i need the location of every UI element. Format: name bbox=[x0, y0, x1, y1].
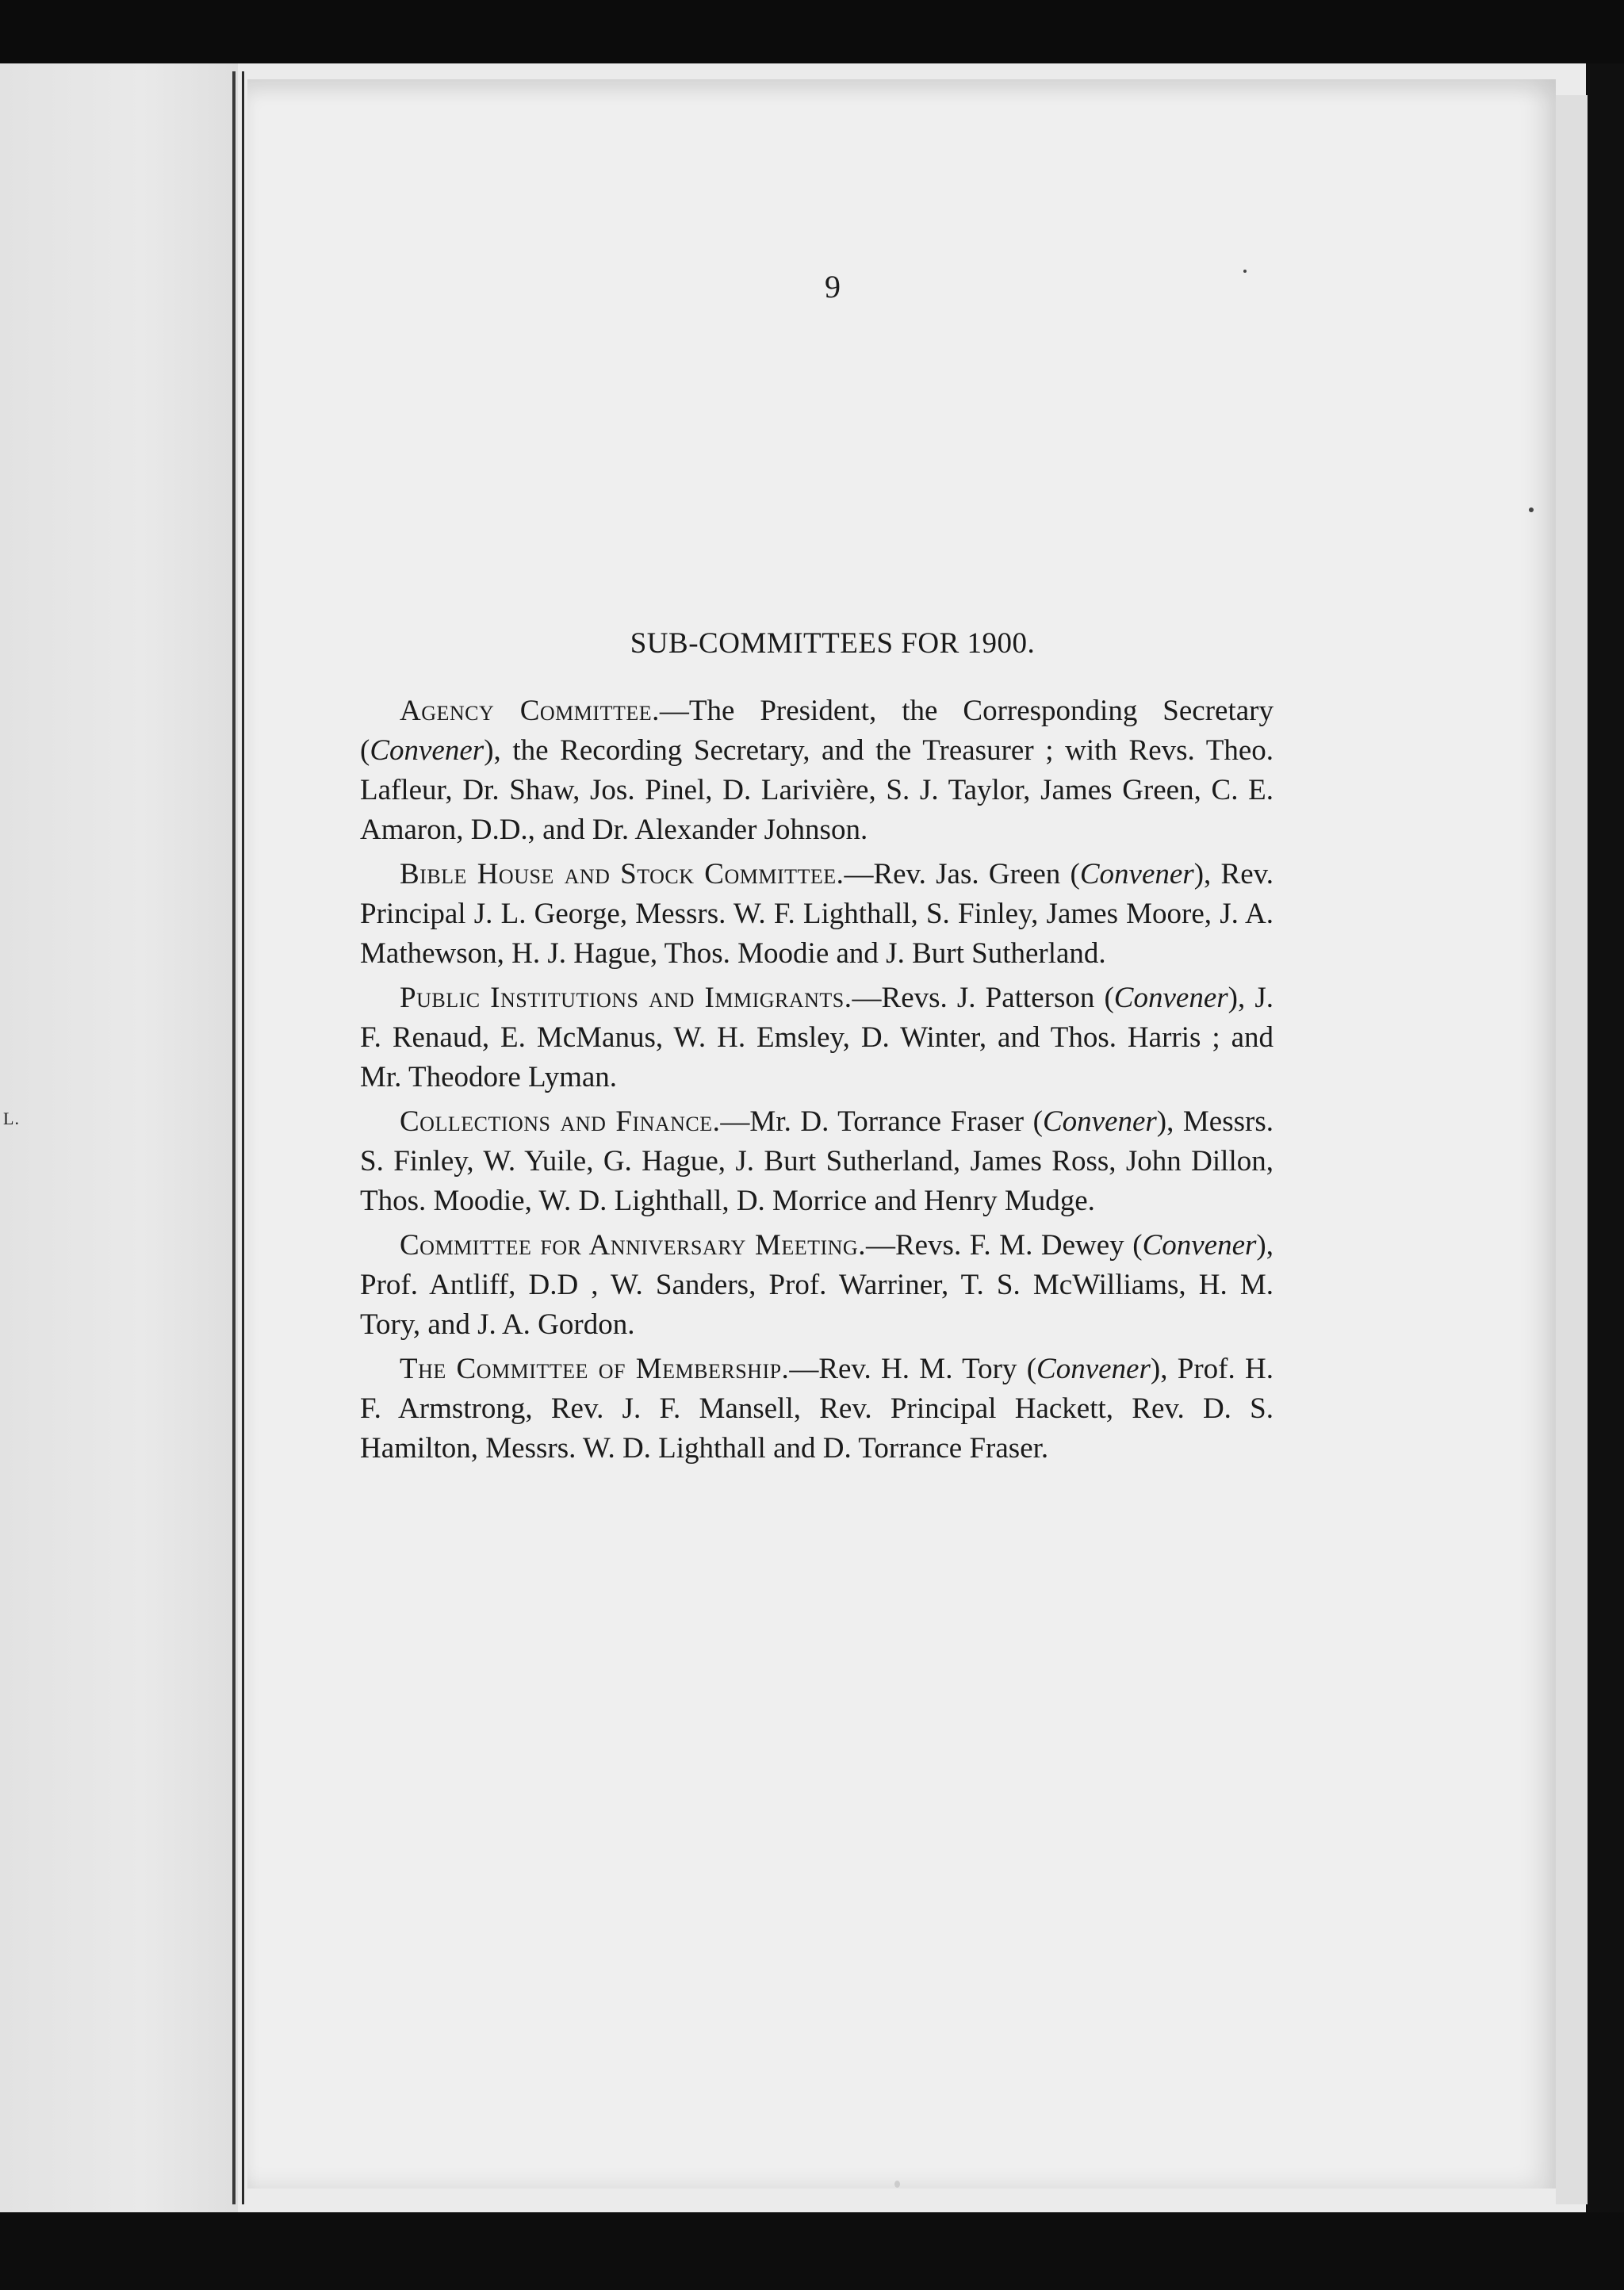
convener-label: Convener bbox=[1142, 1229, 1257, 1262]
scan-speck bbox=[1529, 507, 1534, 512]
convener-label: Convener bbox=[370, 734, 485, 767]
convener-label: Convener bbox=[1079, 858, 1194, 890]
scan-speck bbox=[894, 2181, 900, 2188]
member-text: —Revs. F. M. Dewey ( bbox=[865, 1229, 1143, 1262]
member-text: —Mr. D. Torrance Fraser ( bbox=[720, 1105, 1043, 1138]
convener-label: Convener bbox=[1113, 982, 1228, 1014]
binding-gutter-line bbox=[232, 71, 236, 2204]
committee-entry bbox=[360, 978, 1274, 1097]
member-text: ), Prof. H. F. Armstrong, Rev. J. F. Mansell, Rev. Principal Hackett, Rev. D. S. Hamilton, Messrs. W. D. Lighthall and D. Torrance Fraser. bbox=[360, 1353, 1274, 1465]
committee-list bbox=[360, 691, 1274, 1473]
committee-entry bbox=[360, 691, 1274, 850]
committee-name: Public Institutions and Immigrants. bbox=[400, 982, 852, 1014]
member-text: —Rev. Jas. Green ( bbox=[844, 858, 1080, 890]
convener-label: Convener bbox=[1036, 1353, 1151, 1385]
member-text: —Rev. H. M. Tory ( bbox=[789, 1353, 1037, 1385]
member-text: —Revs. J. Patterson ( bbox=[852, 982, 1114, 1014]
bottom-black-border bbox=[0, 2212, 1624, 2290]
committee-entry bbox=[360, 1102, 1274, 1221]
scan-speck bbox=[1243, 270, 1247, 273]
member-text: ), Messrs. S. Finley, W. Yuile, G. Hague, J. Burt Sutherland, James Ross, John Dillon, Thos. Moodie, W. D. Lighthall, D. Morrice and Henry Mudge. bbox=[360, 1105, 1274, 1217]
page-number: 9 bbox=[825, 269, 841, 304]
committee-name: Committee for Anniversary Meeting. bbox=[400, 1229, 866, 1262]
committee-entry bbox=[360, 1226, 1274, 1345]
committee-name: Collections and Finance. bbox=[400, 1105, 721, 1138]
member-text: —The President, the Corresponding Secretary ( bbox=[360, 695, 1274, 767]
member-text: ), Rev. Principal J. L. George, Messrs. W. F. Lighthall, S. Finley, James Moore, J. A. Mathewson, H. J. Hague, Thos. Moodie and J. Burt Sutherland. bbox=[360, 858, 1274, 970]
committee-entry bbox=[360, 855, 1274, 974]
left-page-text-fragment: L. bbox=[3, 1109, 20, 1128]
page-edge-shadow bbox=[1556, 95, 1588, 2204]
convener-label: Convener bbox=[1042, 1105, 1157, 1138]
binding-gutter-line-inner bbox=[242, 71, 244, 2204]
member-text: ), Prof. Antliff, D.D , W. Sanders, Prof. Warriner, T. S. McWilliams, H. M. Tory, and J. A. Gordon. bbox=[360, 1229, 1274, 1341]
member-text: ), the Recording Secretary, and the Treasurer ; with Revs. Theo. Lafleur, Dr. Shaw, Jos. Pinel, D. Larivière, S. J. Taylor, James Green, C. E. Amaron, D.D., and Dr. Alexander Johnson. bbox=[360, 734, 1274, 846]
committee-name: Agency Committee. bbox=[400, 695, 660, 727]
committee-name: Bible House and Stock Committee. bbox=[400, 858, 845, 890]
member-text: ), J. F. Renaud, E. McManus, W. H. Emsley, D. Winter, and Thos. Harris ; and Mr. Theodore Lyman. bbox=[360, 982, 1274, 1093]
left-facing-page bbox=[0, 63, 238, 2212]
page-heading: SUB-COMMITTEES FOR 1900. bbox=[630, 627, 1036, 660]
committee-entry bbox=[360, 1350, 1274, 1469]
top-black-border bbox=[0, 0, 1624, 63]
committee-name: The Committee of Membership. bbox=[400, 1353, 790, 1385]
